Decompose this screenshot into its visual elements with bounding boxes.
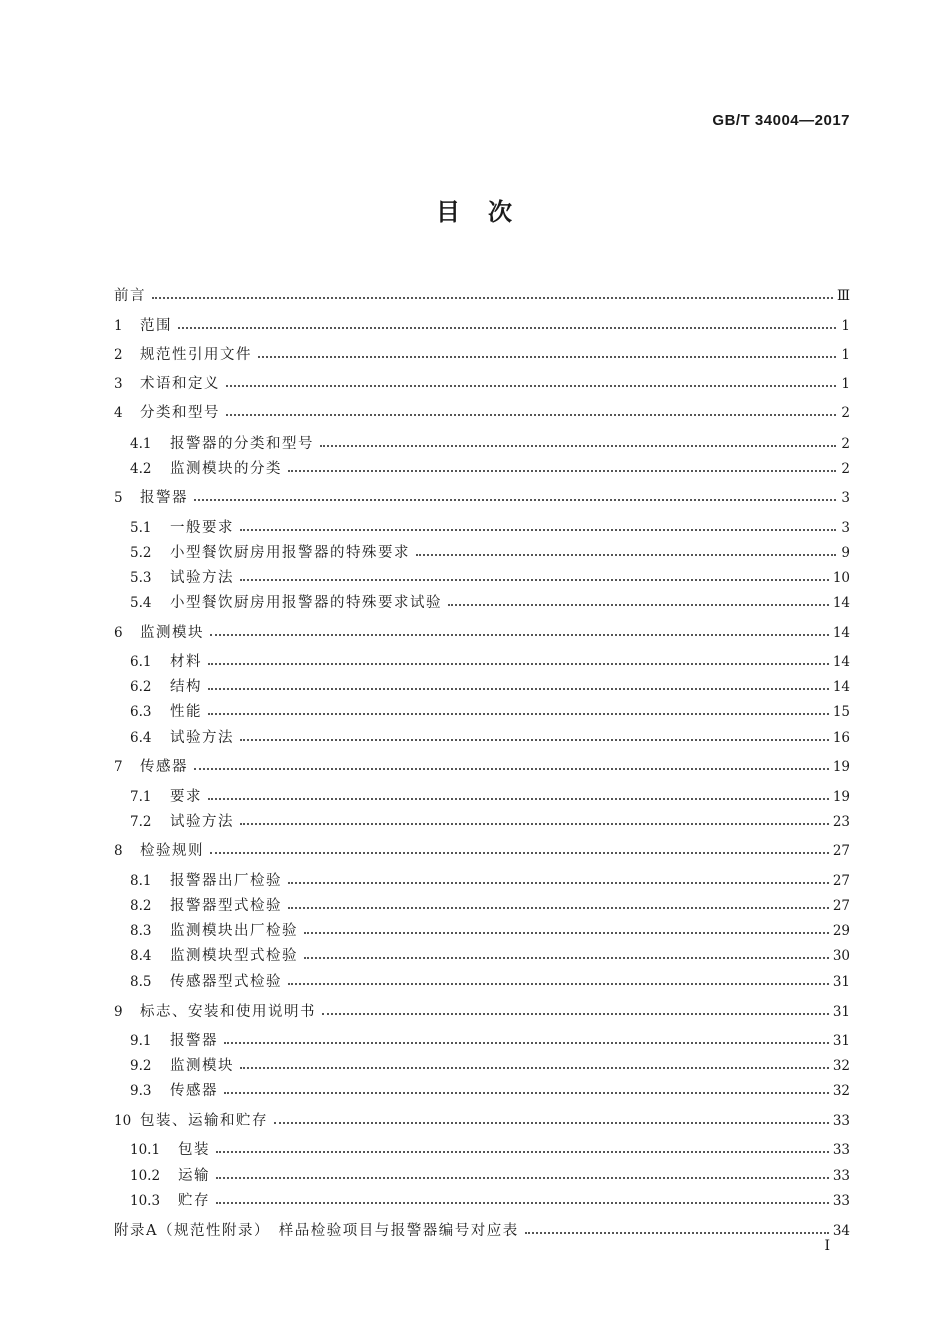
toc-entry-title: 小型餐饮厨房用报警器的特殊要求试验 [170,595,442,611]
toc-entry[interactable] [130,1166,850,1186]
toc-entry-number: 5.3 [130,570,152,586]
toc-entry[interactable] [114,286,850,306]
toc-entry-title: 传感器型式检验 [170,974,282,990]
toc-entry-number: 6 [114,625,123,641]
toc-entry[interactable] [130,1056,850,1076]
toc-entry-page: 23 [832,814,850,830]
toc-entry-title: 标志、安装和使用说明书 [140,1004,316,1020]
page-number: Ⅰ [824,1238,830,1254]
toc-entry-page: 1 [841,318,850,334]
toc-entry-page: 31 [832,1033,850,1049]
toc-leader-dots [288,983,829,985]
toc-entry-title: 试验方法 [170,570,234,586]
toc-entry-number: 9.3 [130,1083,152,1099]
toc-entry-number: 9.2 [130,1058,152,1074]
toc-entry-number: 10.2 [130,1168,161,1184]
toc-entry-number: 9.1 [130,1033,152,1049]
toc-entry[interactable] [130,677,850,697]
toc-leader-dots [288,907,829,909]
toc-entry-number: 10.1 [130,1142,161,1158]
toc-entry-number: 10.3 [130,1193,161,1209]
toc-entry-page: 32 [832,1058,850,1074]
toc-entry[interactable] [130,787,850,807]
toc-entry[interactable] [130,896,850,916]
toc-leader-dots [274,1122,829,1124]
toc-entry-number: 5.2 [130,545,152,561]
toc-entry[interactable] [114,403,850,423]
toc-entry-number: 1 [114,318,123,334]
toc-entry-page: 2 [841,461,850,477]
toc-entry-page: 3 [841,490,850,506]
toc-entry-page: 2 [841,405,850,421]
toc-entry-page: 10 [832,570,850,586]
toc-entry-page: 19 [832,759,850,775]
toc-entry[interactable] [130,518,850,538]
toc-entry[interactable] [130,972,850,992]
toc-entry[interactable] [114,757,850,777]
toc-leader-dots [208,663,829,665]
toc-leader-dots [194,768,829,770]
toc-entry-page: 1 [841,347,850,363]
toc-entry-title: 规范性引用文件 [140,347,252,363]
toc-leader-dots [152,297,833,299]
toc-entry-page: 31 [832,974,850,990]
toc-leader-dots [322,1013,829,1015]
toc-leader-dots [240,1067,829,1069]
toc-entry-page: 14 [832,625,850,641]
toc-entry-page: 30 [832,948,850,964]
toc-entry-title: 监测模块型式检验 [170,948,298,964]
toc-leader-dots [304,932,829,934]
toc-entry-page: Ⅲ [836,288,850,304]
toc-entry-title: 性能 [170,704,202,720]
toc-leader-dots [320,445,836,447]
toc-leader-dots [304,957,829,959]
toc-entry[interactable] [114,488,850,508]
toc-leader-dots [208,798,829,800]
toc-entry[interactable] [130,1140,850,1160]
standard-code: GB/T 34004—2017 [712,112,850,129]
toc-entry-title: 试验方法 [170,730,234,746]
toc-entry-number: 4 [114,405,123,421]
toc-leader-dots [288,470,836,472]
toc-entry[interactable] [114,1002,850,1022]
toc-entry-number: 8.5 [130,974,152,990]
toc-entry-number: 4.2 [130,461,152,477]
toc-entry[interactable] [130,702,850,722]
toc-entry-title: 小型餐饮厨房用报警器的特殊要求 [170,545,410,561]
toc-entry[interactable] [130,1031,850,1051]
toc-entry[interactable] [114,623,850,643]
toc-leader-dots [216,1202,829,1204]
toc-entry-title: 检验规则 [140,843,204,859]
toc-entry-title: 结构 [170,679,202,695]
toc-entry-page: 3 [841,520,850,536]
toc-leader-dots [448,604,829,606]
toc-entry-page: 33 [832,1168,850,1184]
toc-entry-title: 分类和型号 [140,405,220,421]
toc-entry-number: 2 [114,347,123,363]
toc-entry-title: 监测模块 [170,1058,234,1074]
toc-entry[interactable] [130,1191,850,1211]
toc-entry-page: 15 [832,704,850,720]
toc-entry-title: 监测模块出厂检验 [170,923,298,939]
toc-leader-dots [208,688,829,690]
toc-entry[interactable] [114,345,850,365]
toc-entry[interactable] [114,316,850,336]
toc-entry-number: 5.1 [130,520,152,536]
toc-entry-number: 8.1 [130,873,152,889]
toc-entry-number: 8.4 [130,948,152,964]
toc-entry[interactable] [114,1111,850,1131]
toc-entry-page: 33 [832,1193,850,1209]
toc-entry-page: 33 [832,1113,850,1129]
toc-leader-dots [224,1092,829,1094]
toc-leader-dots [258,356,836,358]
toc-entry-title: 试验方法 [170,814,234,830]
toc-entry-title: 传感器 [170,1083,218,1099]
toc-entry-title: 报警器出厂检验 [170,873,282,889]
toc-entry-number: 8.3 [130,923,152,939]
toc-entry[interactable] [130,946,850,966]
toc-entry-page: 27 [832,873,850,889]
toc-entry-number: 8 [114,843,123,859]
toc-entry-page: 16 [832,730,850,746]
toc-leader-dots [416,554,836,556]
toc-leader-dots [178,327,836,329]
toc-entry-page: 27 [832,898,850,914]
toc-leader-dots [216,1177,829,1179]
toc-entry-number: 6.2 [130,679,152,695]
toc-entry[interactable] [130,543,850,563]
page-title: 目 次 [436,198,514,226]
toc-entry-page: 31 [832,1004,850,1020]
toc-leader-dots [525,1232,829,1234]
toc-entry-number: 4.1 [130,436,152,452]
toc-entry[interactable] [130,593,850,613]
toc-entry-title: 包装、运输和贮存 [140,1113,268,1129]
toc-entry-number: 6.1 [130,654,152,670]
toc-entry-title: 报警器 [170,1033,218,1049]
toc-entry[interactable] [130,871,850,891]
toc-entry-page: 2 [841,436,850,452]
toc-entry-number: 8.2 [130,898,152,914]
toc-entry[interactable] [130,652,850,672]
toc-entry-page: 29 [832,923,850,939]
toc-leader-dots [226,414,836,416]
toc-entry-title: 一般要求 [170,520,234,536]
toc-entry-title: 贮存 [178,1193,210,1209]
toc-entry[interactable] [114,1221,850,1241]
toc-entry-number: 5.4 [130,595,152,611]
toc-entry-number: 7.2 [130,814,152,830]
toc-entry[interactable] [130,568,850,588]
toc-entry-title: 运输 [178,1168,210,1184]
toc-entry-title: 范围 [140,318,172,334]
toc-entry-number: 3 [114,376,123,392]
toc-entry[interactable] [130,459,850,479]
toc-leader-dots [208,713,829,715]
toc-entry-number: 6.4 [130,730,152,746]
toc-entry-page: 27 [832,843,850,859]
toc-entry[interactable] [130,1081,850,1101]
toc-leader-dots [240,739,829,741]
toc-entry-title: 前言 [114,288,146,304]
toc-entry-title: 监测模块 [140,625,204,641]
toc-entry[interactable] [130,728,850,748]
toc-entry-page: 1 [841,376,850,392]
toc-entry-title: 报警器 [140,490,188,506]
toc-entry-number: 9 [114,1004,123,1020]
toc-entry-title: 术语和定义 [140,376,220,392]
toc-entry-title: 要求 [170,789,202,805]
toc-entry-number: 5 [114,490,123,506]
toc-entry-title: 监测模块的分类 [170,461,282,477]
toc-entry[interactable] [130,921,850,941]
toc-entry-page: 9 [841,545,850,561]
toc-leader-dots [226,385,836,387]
toc-entry-title: 报警器的分类和型号 [170,436,314,452]
toc-leader-dots [240,579,829,581]
toc-entry-page: 32 [832,1083,850,1099]
toc-leader-dots [194,499,836,501]
toc-entry-page: 14 [832,595,850,611]
toc-entry[interactable] [130,812,850,832]
toc-entry-number: 10 [114,1113,132,1129]
toc-entry-number: 7.1 [130,789,152,805]
toc-entry[interactable] [130,434,850,454]
toc-leader-dots [210,634,829,636]
toc-entry-title: 材料 [170,654,202,670]
toc-entry-title: 传感器 [140,759,188,775]
toc-entry-number: 6.3 [130,704,152,720]
toc-entry-title: 包装 [178,1142,210,1158]
toc-entry[interactable] [114,841,850,861]
toc-entry-page: 34 [832,1223,850,1239]
toc-entry-page: 14 [832,654,850,670]
toc-entry[interactable] [114,374,850,394]
toc-entry-number: 7 [114,759,123,775]
toc-leader-dots [210,852,829,854]
toc-entry-page: 19 [832,789,850,805]
toc-entry-page: 33 [832,1142,850,1158]
toc-leader-dots [288,882,829,884]
toc-leader-dots [216,1151,829,1153]
toc-entry-title: 附录A（规范性附录） 样品检验项目与报警器编号对应表 [114,1223,519,1239]
toc-entry-page: 14 [832,679,850,695]
toc-leader-dots [224,1042,829,1044]
toc-entry-title: 报警器型式检验 [170,898,282,914]
toc-leader-dots [240,823,829,825]
toc-leader-dots [240,529,836,531]
